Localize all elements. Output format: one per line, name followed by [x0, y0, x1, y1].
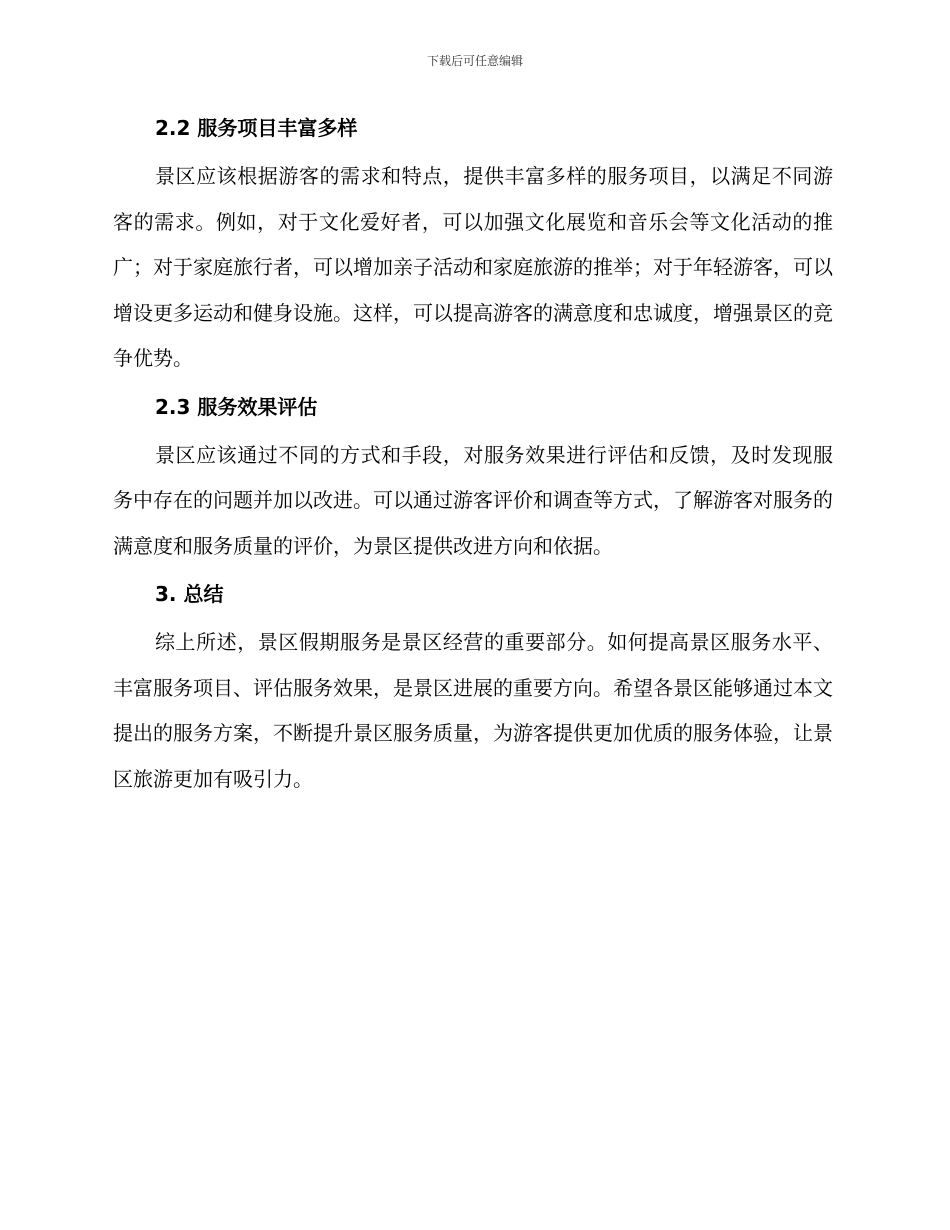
- page-header: 下载后可任意编辑: [426, 54, 523, 68]
- section-paragraph-3: 综上所述，景区假期服务是景区经营的重要部分。如何提高景区服务水平、丰富服务项目、评估服务效果，是景区进展的重要方向。希望各景区能够通过本文提出的服务方案，不断提升景区服务质量，为游客提供更加优质的服务体验，让景区旅游更加有吸引力。: [113, 630, 833, 791]
- section-paragraph-2-3: 景区应该通过不同的方式和手段，对服务效果进行评估和反馈，及时发现服务中存在的问题并加以改进。可以通过游客评价和调查等方式，了解游客对服务的满意度和服务质量的评价，为景区提供改进方向和依据。: [113, 442, 833, 558]
- section-heading-3: 3. 总结: [155, 582, 224, 606]
- section-heading-2-3: 2.3 服务效果评估: [155, 394, 318, 419]
- section-paragraph-2-2: 景区应该根据游客的需求和特点，提供丰富多样的服务项目，以满足不同游客的需求。例如，对于文化爱好者，可以加强文化展览和音乐会等文化活动的推广；对于家庭旅行者，可以增加亲子活动和家庭旅游的推举；对于年轻游客，可以增设更多运动和健身设施。这样，可以提高游客的满意度和忠诚度，增强景区的竞争优势。: [113, 164, 833, 370]
- document-body: [113, 112, 833, 802]
- section-heading-2-2: 2.2 服务项目丰富多样: [155, 116, 358, 140]
